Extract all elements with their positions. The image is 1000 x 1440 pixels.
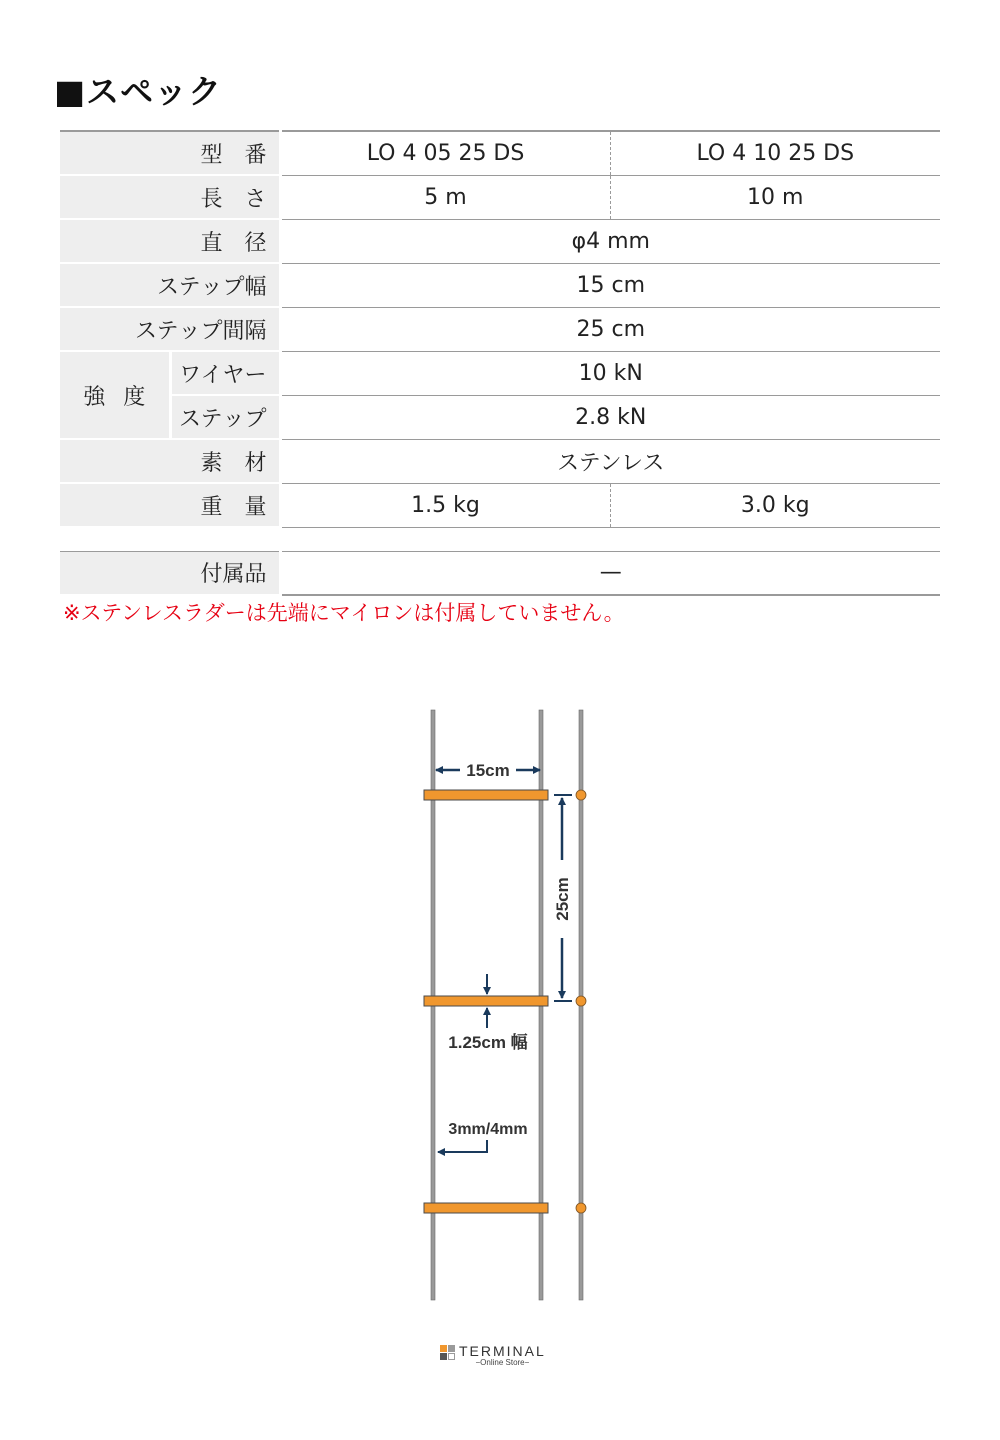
spec-value: 2.8 kN <box>280 395 940 439</box>
spec-value: 25 cm <box>280 307 940 351</box>
spec-value: 5 m <box>280 175 610 219</box>
spec-row-length <box>60 175 940 219</box>
spec-row-diameter <box>60 219 940 263</box>
spec-value: LO 4 05 25 DS <box>280 131 610 175</box>
ladder-step <box>424 790 548 800</box>
spec-label: ステップ <box>170 395 280 439</box>
spec-label: 付属品 <box>60 551 280 595</box>
side-dot <box>576 1203 586 1213</box>
logo-mark-icon <box>440 1345 455 1360</box>
note-text: ※ステンレスラダーは先端にマイロンは付属していません。 <box>63 601 625 625</box>
spec-row-step-width <box>60 263 940 307</box>
spec-value: 15 cm <box>280 263 940 307</box>
spec-label: ステップ幅 <box>60 263 280 307</box>
spec-value: LO 4 10 25 DS <box>610 131 940 175</box>
spec-row-model <box>60 131 940 175</box>
spec-value: 1.5 kg <box>280 483 610 527</box>
spec-row-accessory <box>60 551 940 595</box>
spec-row-step-interval <box>60 307 940 351</box>
logo-subtitle: −Online Store− <box>475 1358 530 1367</box>
step-thickness-label: 1.25cm 幅 <box>448 1033 528 1052</box>
side-dot <box>576 790 586 800</box>
ladder-step <box>424 1203 548 1213</box>
spec-label: ワイヤー <box>170 351 280 395</box>
spec-gap <box>60 527 940 551</box>
spec-value: 3.0 kg <box>610 483 940 527</box>
spec-row-material <box>60 439 940 483</box>
spec-value: 10 kN <box>280 351 940 395</box>
spec-label: 素 材 <box>60 439 280 483</box>
ladder-diagram <box>0 690 1000 1310</box>
wire-diameter-label: 3mm/4mm <box>448 1121 528 1138</box>
step-width-label: 15cm <box>466 761 510 780</box>
spec-value: φ4 mm <box>280 219 940 263</box>
wire-callout-arrow <box>438 1140 487 1152</box>
ladder-step <box>424 996 548 1006</box>
spec-row-strength-wire <box>60 351 940 395</box>
page-title: ■スペック <box>54 72 223 111</box>
spec-label: 長 さ <box>60 175 280 219</box>
spec-value: ステンレス <box>280 439 940 483</box>
side-dot <box>576 996 586 1006</box>
step-interval-label: 25cm <box>553 877 572 921</box>
spec-value: 10 m <box>610 175 940 219</box>
spec-label: ステップ間隔 <box>60 307 280 351</box>
spec-row-strength-step <box>60 395 940 439</box>
spec-label: 重 量 <box>60 483 280 527</box>
terminal-logo <box>440 1344 546 1367</box>
spec-value: — <box>280 551 940 595</box>
spec-label: 直 径 <box>60 219 280 263</box>
spec-label: 型 番 <box>60 131 280 175</box>
logo-name: TERMINAL <box>459 1343 546 1359</box>
spec-table <box>60 130 940 596</box>
spec-group-label: 強度 <box>60 351 170 439</box>
spec-row-weight <box>60 483 940 527</box>
